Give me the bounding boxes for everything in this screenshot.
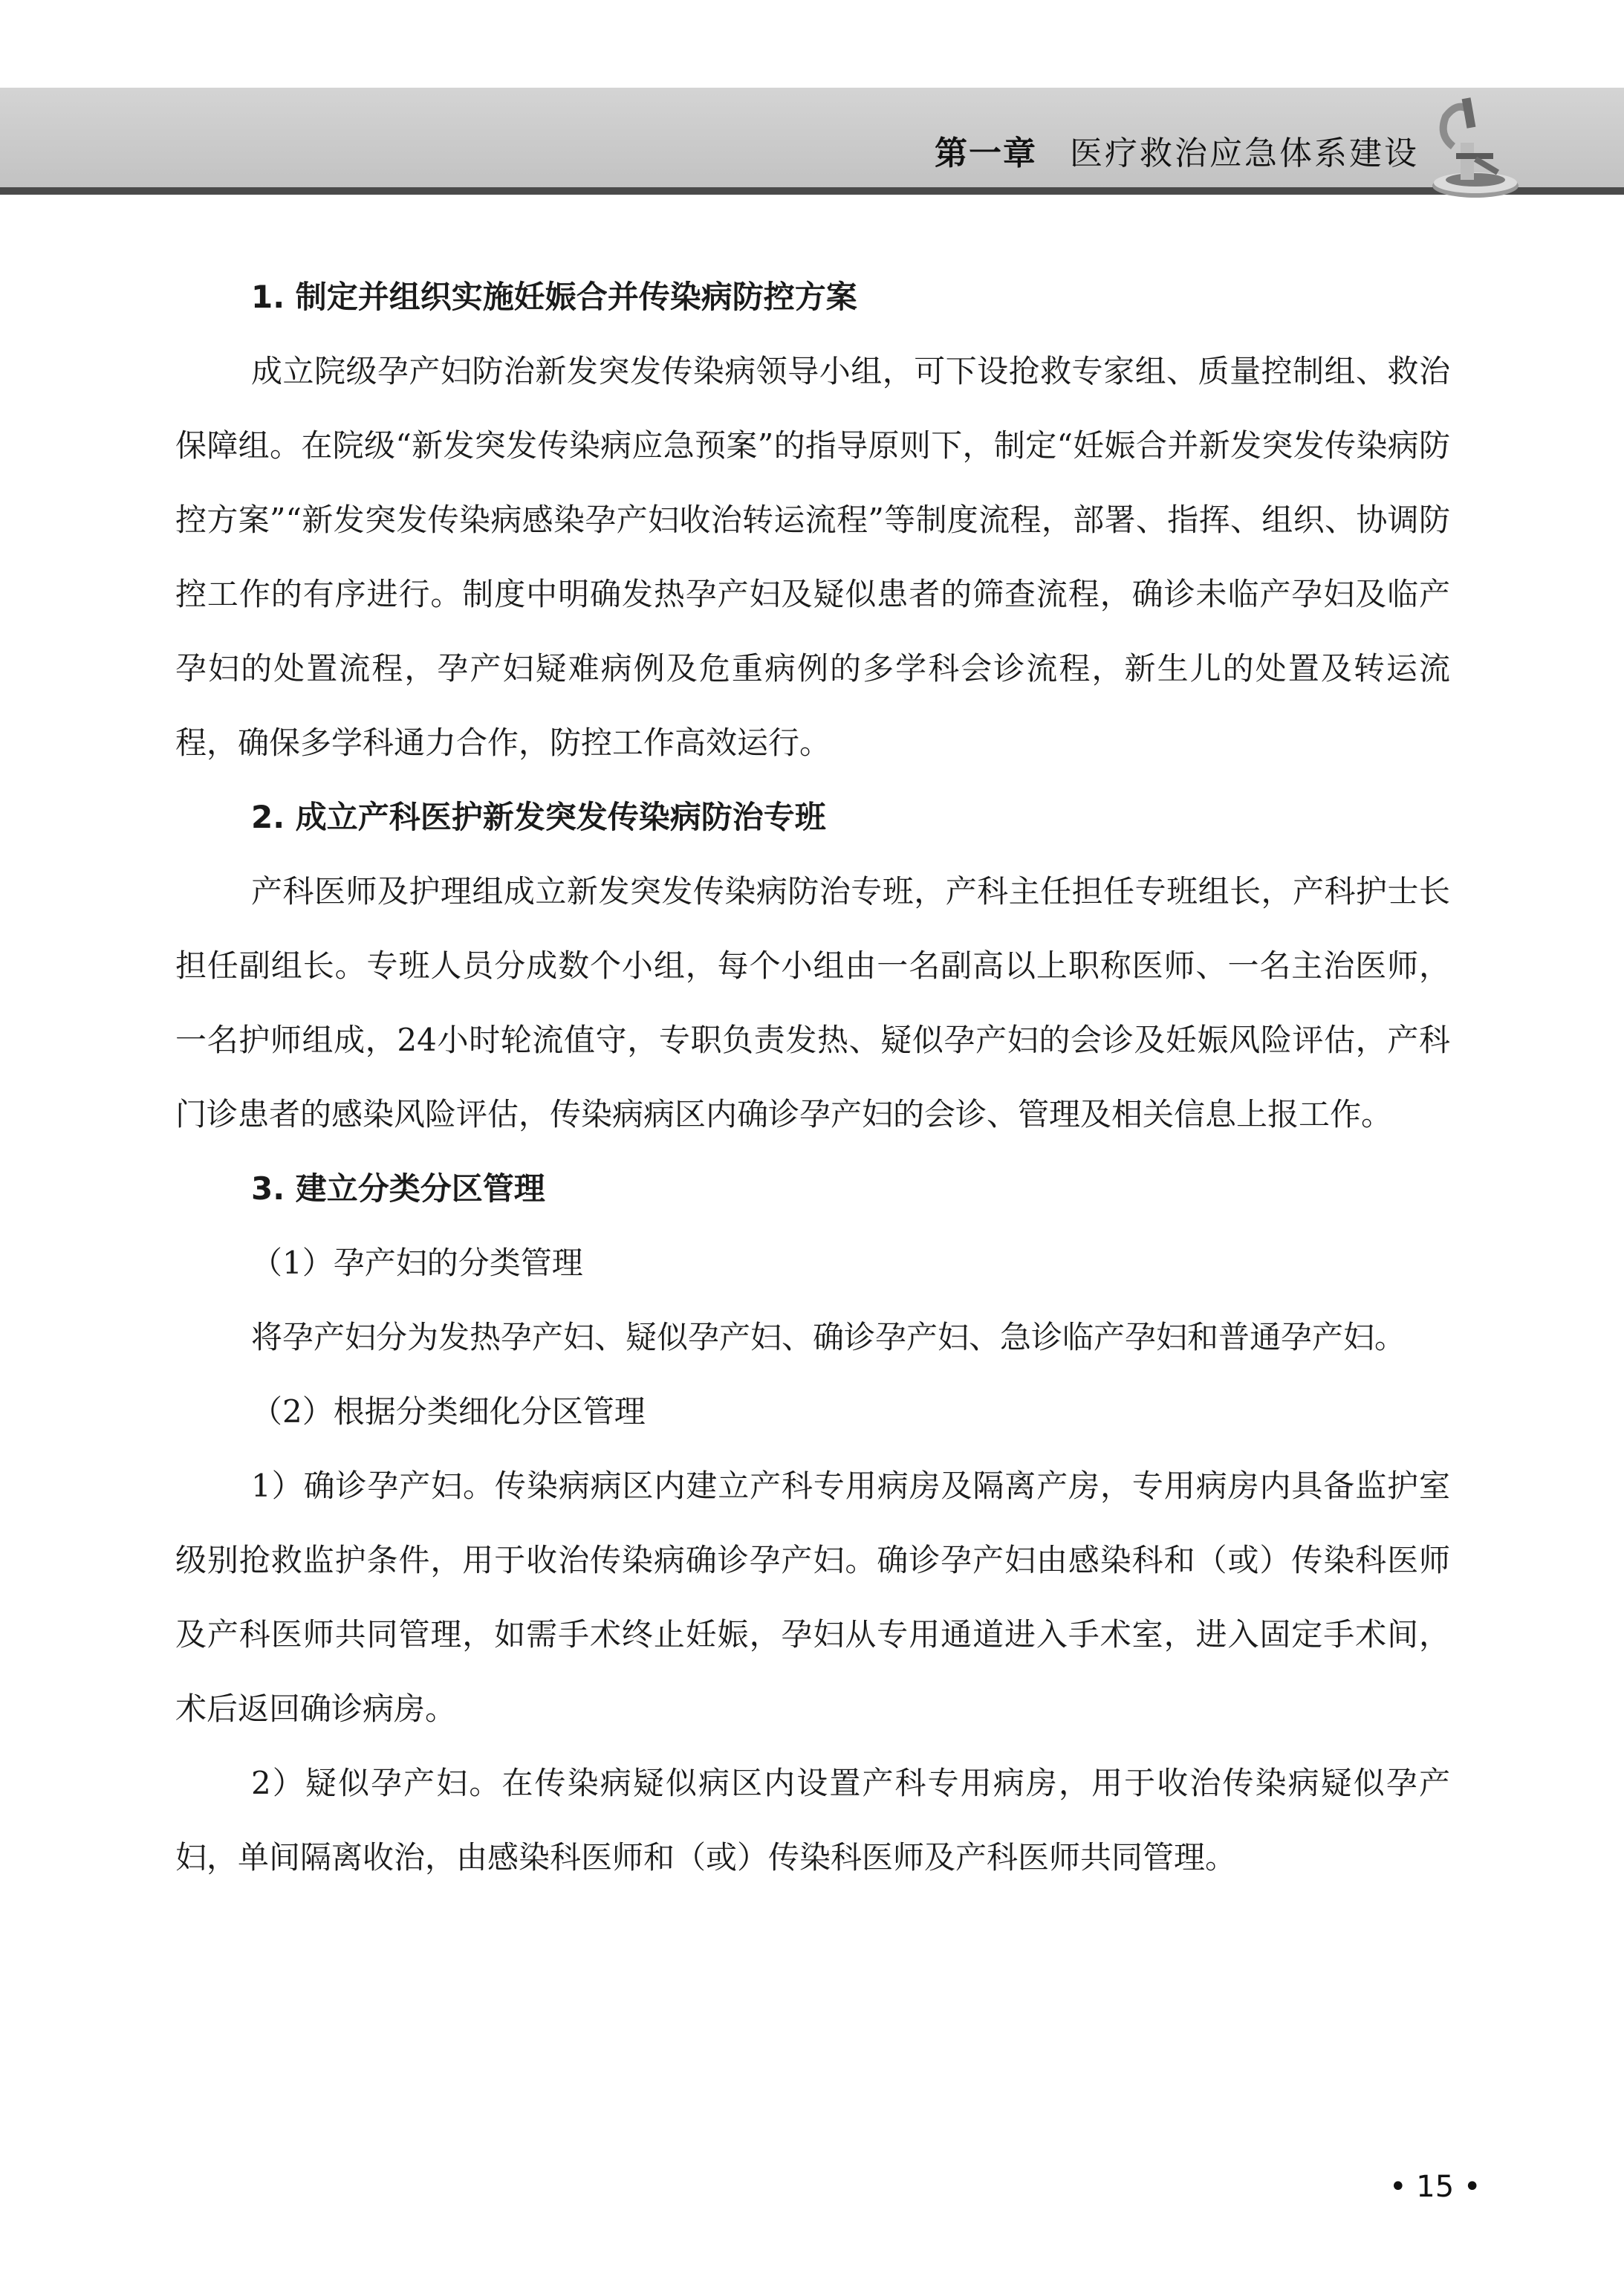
section-2-heading: 2. 成立产科医护新发突发传染病防治专班 [251,799,826,835]
chapter-label: 第一章 [935,134,1037,172]
section-1-paragraph: 成立院级孕产妇防治新发突发传染病领导小组，可下设抢救专家组、质量控制组、救治保障组。在院级“新发突发传染病应急预案”的指导原则下，制定“妊娠合并新发突发传染病防控方案”“新发突发传染病感染孕产妇收治转运流程”等制度流程，部署、指挥、组织、协调防控工作的有序进行。制度中明确发热孕产妇及疑似患者的筛查流程，确诊未临产孕妇及临产孕妇的处置流程，孕产妇疑难病例及危重病例的多学科会诊流程，新生儿的处置及转运流程，确保多学科通力合作，防控工作高效运行。 [175,353,1450,761]
section-3-subheading-1: （1）孕产妇的分类管理 [251,1245,583,1281]
page-body [175,260,1450,1895]
section-2-paragraph: 产科医师及护理组成立新发突发传染病防治专班，产科主任担任专班组长，产科护士长担任副组长。专班人员分成数个小组，每个小组由一名副高以上职称医师、一名主治医师，一名护师组成，24小时轮流值守，专职负责发热、疑似孕产妇的会诊及妊娠风险评估，产科门诊患者的感染风险评估，传染病病区内确诊孕产妇的会诊、管理及相关信息上报工作。 [175,873,1450,1132]
chapter-title: 医疗救治应急体系建设 [1070,134,1419,172]
section-3-subheading-2: （2）根据分类细化分区管理 [251,1393,646,1430]
section-3-paragraph-2: 1）确诊孕产妇。传染病病区内建立产科专用病房及隔离产房，专用病房内具备监护室级别抢救监护条件，用于收治传染病确诊孕产妇。确诊孕产妇由感染科和（或）传染科医师及产科医师共同管理，如需手术终止妊娠，孕妇从专用通道进入手术室，进入固定手术间，术后返回确诊病房。 [175,1468,1450,1727]
section-3-paragraph-3: 2）疑似孕产妇。在传染病疑似病区内设置产科专用病房，用于收治传染病疑似孕产妇，单间隔离收治，由感染科医师和（或）传染科医师及产科医师共同管理。 [175,1765,1450,1876]
microscope-icon [1423,91,1520,202]
section-1-heading: 1. 制定并组织实施妊娠合并传染病防控方案 [251,279,857,315]
header-rule [0,187,1624,195]
section-3-paragraph-1: 将孕产妇分为发热孕产妇、疑似孕产妇、确诊孕产妇、急诊临产孕妇和普通孕产妇。 [251,1319,1406,1355]
section-3-heading: 3. 建立分类分区管理 [251,1170,545,1207]
page-number: • 15 • [1389,2170,1481,2204]
